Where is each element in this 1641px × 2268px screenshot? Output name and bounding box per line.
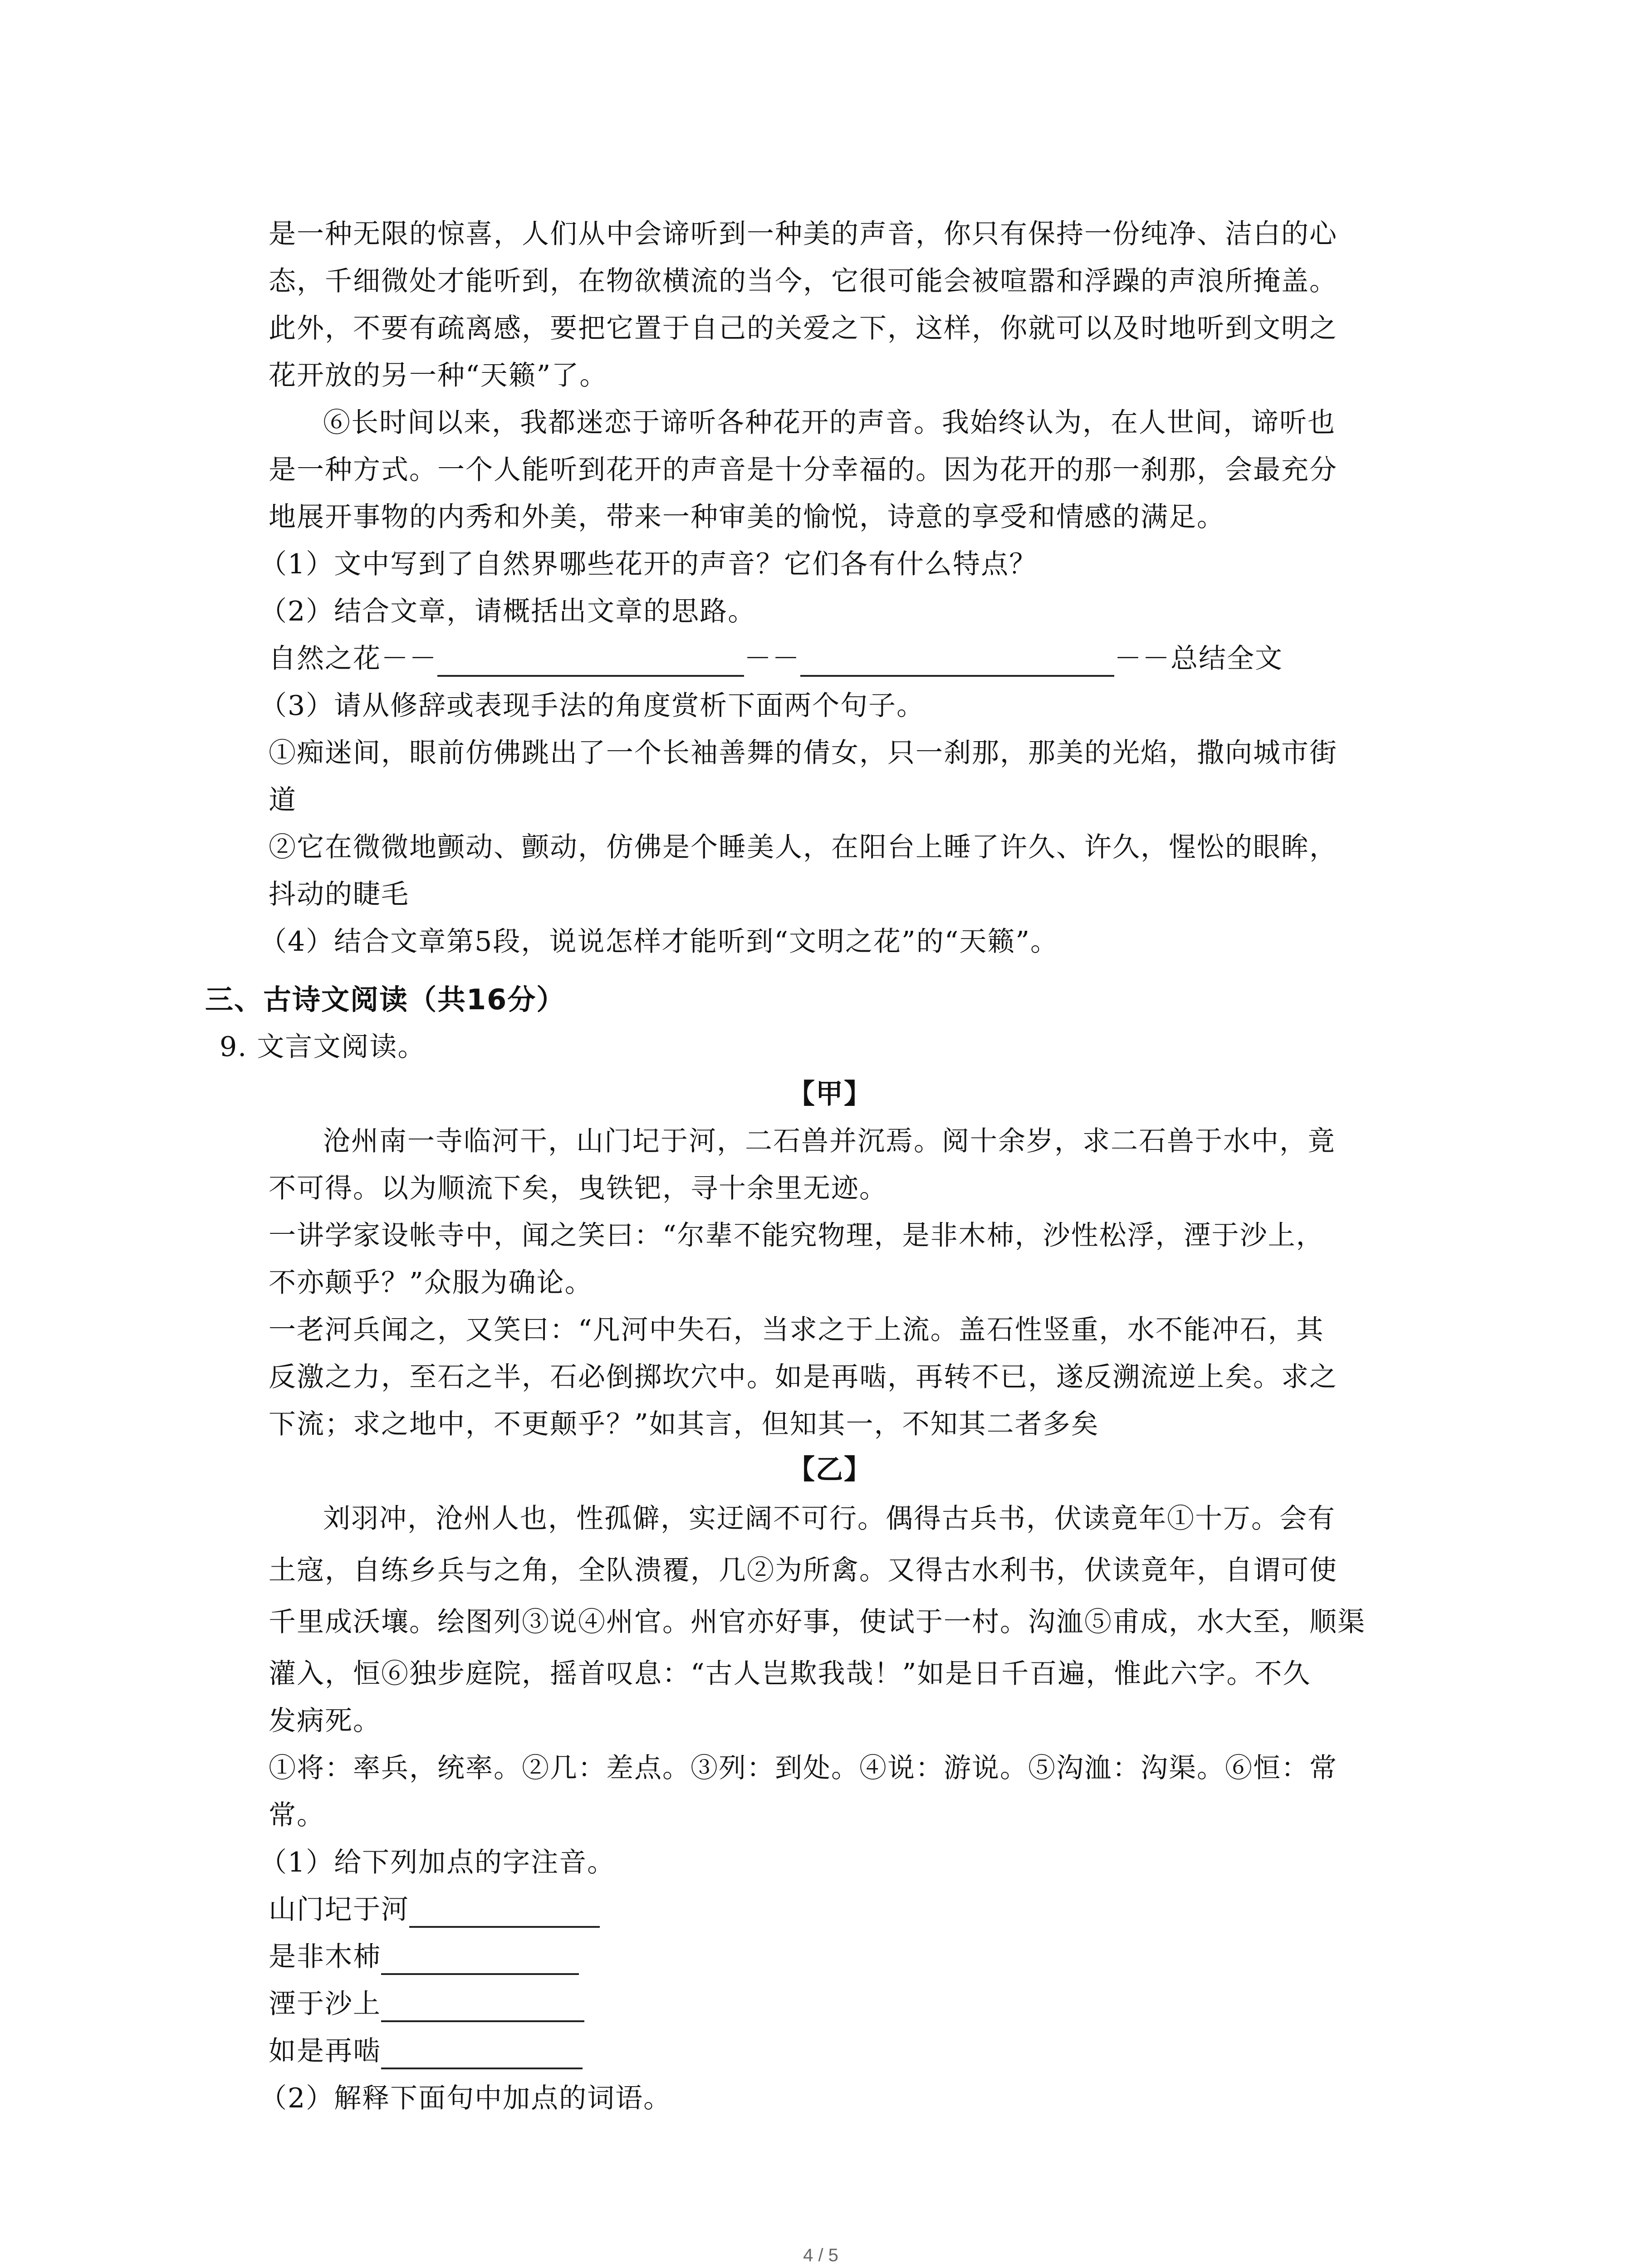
classical-text-line: 反激之力，至石之半，石必倒掷坎穴中。如是再啮，再转不已，遂反溯流逆上矣。求之 — [269, 1361, 1337, 1393]
passage-line: 是一种方式。一个人能听到花开的声音是十分幸福的。因为花开的那一刹那，会最充分 — [269, 454, 1337, 486]
page-number: 4 / 5 — [803, 2245, 838, 2265]
pinyin-phrase: 是非木杮 — [269, 1941, 381, 1973]
classical-text-line: 一老河兵闻之，又笑曰：“凡河中失石，当求之于上流。盖石性竖重，水不能冲石，其 — [269, 1314, 1324, 1346]
annotation-notes: ①将：率兵，统率。②几：差点。③列：到处。④说：游说。⑤沟洫：沟渠。⑥恒：常 — [269, 1752, 1337, 1784]
question-9-2: （2）解释下面句中加点的词语。 — [260, 2082, 672, 2114]
answer-blank[interactable] — [409, 1901, 600, 1928]
passage-line: 此外，不要有疏离感，要把它置于自己的关爱之下，这样，你就可以及时地听到文明之 — [269, 313, 1337, 344]
classical-text-line: 灌入，恒⑥独步庭院，摇首叹息：“古人岂欺我哉！”如是日千百遍，惟此六字。不久 — [269, 1658, 1311, 1690]
pinyin-phrase: 山门圮于河 — [269, 1894, 409, 1926]
sentence-2: 抖动的睫毛 — [269, 879, 409, 910]
passage-line: ⑥长时间以来，我都迷恋于谛听各种花开的声音。我始终认为，在人世间，谛听也 — [323, 407, 1336, 439]
answer-blank[interactable] — [381, 2042, 583, 2069]
classical-text-line: 不亦颠乎？”众服为确论。 — [269, 1267, 593, 1299]
question-8-2: （2）结合文章，请概括出文章的思路。 — [260, 596, 756, 627]
flow-end: －－总结全文 — [1114, 643, 1283, 675]
pinyin-phrase: 如是再啮 — [269, 2035, 381, 2067]
answer-blank[interactable] — [800, 650, 1114, 677]
pinyin-item — [269, 1939, 579, 1975]
answer-blank[interactable] — [437, 650, 744, 677]
pinyin-item — [269, 2033, 583, 2069]
sentence-1: ①痴迷间，眼前仿佛跳出了一个长袖善舞的倩女，只一刹那，那美的光焰，撒向城市街 — [269, 737, 1337, 769]
question-8-3: （3）请从修辞或表现手法的角度赏析下面两个句子。 — [260, 690, 925, 722]
structure-flow-line — [269, 640, 1283, 677]
flow-separator: －－ — [744, 643, 800, 675]
pinyin-item — [269, 1892, 600, 1928]
question-8-1: （1）文中写到了自然界哪些花开的声音？它们各有什么特点？ — [260, 548, 1038, 580]
answer-blank[interactable] — [381, 1995, 584, 2022]
passage-label-yi: 【乙】 — [788, 1454, 872, 1486]
sentence-1: 道 — [269, 784, 297, 816]
classical-text-line: 下流；求之地中，不更颠乎？”如其言，但知其一，不知其二者多矣 — [269, 1408, 1099, 1440]
flow-start: 自然之花－－ — [269, 643, 437, 675]
question-8-4: （4）结合文章第5段，说说怎样才能听到“文明之花”的“天籁”。 — [260, 926, 1059, 958]
section-heading: 三、古诗文阅读（共16分） — [205, 983, 566, 1016]
classical-text-line: 刘羽冲，沧州人也，性孤僻，实迂阔不可行。偶得古兵书，伏读竟年①十万。会有 — [323, 1503, 1336, 1535]
sentence-2: ②它在微微地颤动、颤动，仿佛是个睡美人，在阳台上睡了许久、许久，惺忪的眼眸， — [269, 831, 1337, 863]
classical-text-line: 沧州南一寺临河干，山门圮于河，二石兽并沉焉。阅十余岁，求二石兽于水中，竟 — [323, 1125, 1336, 1157]
passage-line: 是一种无限的惊喜，人们从中会谛听到一种美的声音，你只有保持一份纯净、洁白的心 — [269, 218, 1337, 250]
classical-text-line: 土寇，自练乡兵与之角，全队溃覆，几②为所禽。又得古水利书，伏读竟年，自谓可使 — [269, 1554, 1337, 1586]
classical-text-line: 一讲学家设帐寺中，闻之笑曰：“尔辈不能究物理，是非木杮，沙性松浮，湮于沙上， — [269, 1220, 1324, 1251]
classical-text-line: 千里成沃壤。绘图列③说④州官。州官亦好事，使试于一村。沟洫⑤甫成，水大至，顺渠 — [269, 1606, 1366, 1638]
pinyin-phrase: 湮于沙上 — [269, 1988, 381, 2020]
annotation-notes: 常。 — [269, 1799, 325, 1831]
question-9-title: 9. 文言文阅读。 — [220, 1031, 426, 1063]
pinyin-item — [269, 1986, 584, 2022]
passage-line: 花开放的另一种“天籁”了。 — [269, 360, 608, 391]
passage-line: 态，千细微处才能听到，在物欲横流的当今，它很可能会被喧嚣和浮躁的声浪所掩盖。 — [269, 265, 1337, 297]
passage-label-jia: 【甲】 — [788, 1078, 872, 1110]
classical-text-line: 发病死。 — [269, 1705, 381, 1737]
question-9-1: （1）给下列加点的字注音。 — [260, 1847, 616, 1878]
classical-text-line: 不可得。以为顺流下矣，曳铁钯，寻十余里无迹。 — [269, 1173, 887, 1204]
answer-blank[interactable] — [381, 1948, 579, 1975]
passage-line: 地展开事物的内秀和外美，带来一种审美的愉悦，诗意的享受和情感的满足。 — [269, 501, 1225, 533]
